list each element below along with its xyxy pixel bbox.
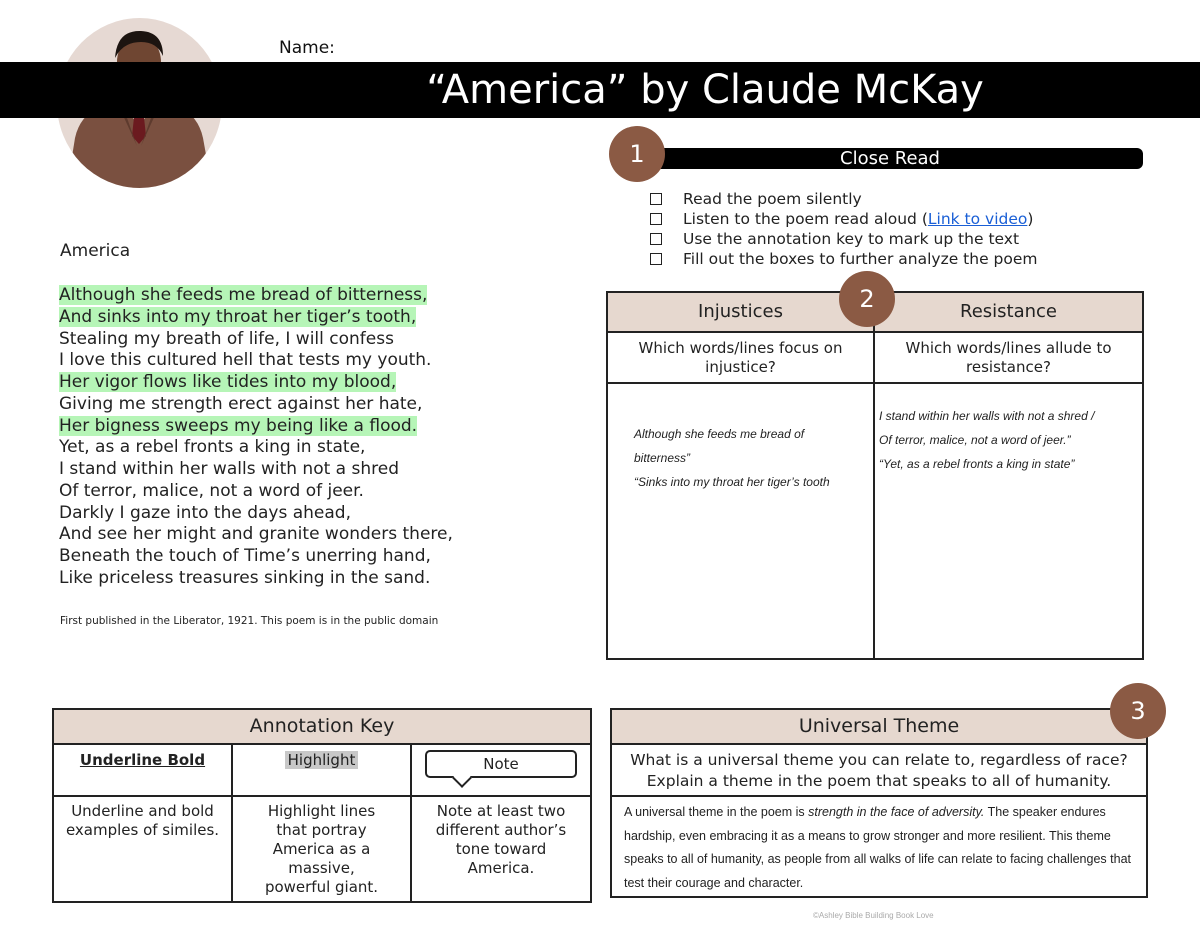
universal-theme-table (610, 708, 1148, 898)
checkbox-icon[interactable] (650, 233, 662, 245)
checklist-item-text: Listen to the poem read aloud ( (683, 210, 928, 228)
note-description: Note at least two different author’s tone toward America. (411, 796, 591, 902)
analysis-table (606, 291, 1144, 660)
answer-emphasis: strength in the face of adversity. (808, 805, 985, 819)
resistance-answer-line: “Yet, as a rebel fronts a king in state” (879, 457, 1075, 471)
injustices-answer-line: bitterness” (634, 451, 691, 465)
injustices-answer-line: Although she feeds me bread of (634, 427, 805, 441)
name-label: Name: (279, 38, 335, 58)
injustices-header: Injustices (607, 292, 874, 332)
checklist-item (650, 249, 1038, 269)
poem-line-text: Although she feeds me bread of bitterness, (59, 285, 428, 305)
note-label: Note (483, 755, 519, 773)
checklist-item-text: Fill out the boxes to further analyze the poem (683, 250, 1038, 268)
poem-line (59, 459, 579, 481)
poem-line-text: Stealing my breath of life, I will confess (59, 328, 394, 349)
poem-title: America (60, 241, 131, 261)
poem-line (59, 416, 579, 438)
poem-line-text: Darkly I gaze into the days ahead, (59, 502, 352, 523)
poem-line (59, 546, 579, 568)
underline-bold-description: Underline and bold examples of similes. (53, 796, 232, 902)
resistance-answer-line: Of terror, malice, not a word of jeer.” (879, 433, 1071, 447)
poem-line-text: And sinks into my throat her tiger’s tooth, (59, 306, 417, 327)
poem-line (59, 524, 579, 546)
copyright-footer: ©Ashley Bible Building Book Love (813, 911, 934, 920)
poem-line-text: Of terror, malice, not a word of jeer. (59, 480, 364, 501)
close-read-checklist (650, 189, 1038, 269)
checkbox-icon[interactable] (650, 213, 662, 225)
checklist-item-text: Use the annotation key to mark up the text (683, 230, 1020, 248)
step-3-badge: 3 (1110, 683, 1166, 739)
poem-line (59, 285, 579, 307)
universal-theme-title: Universal Theme (611, 709, 1147, 744)
poem-line (59, 329, 579, 351)
highlight-description: Highlight lines that portray America as a massive, powerful giant. (232, 796, 411, 902)
poem-line (59, 437, 579, 459)
universal-theme-answer[interactable] (611, 796, 1147, 897)
poem-line (59, 350, 579, 372)
poem-line-text: Her bigness sweeps my being like a flood. (59, 415, 418, 436)
note-bubble-icon (425, 750, 577, 778)
highlight-key (232, 744, 411, 796)
answer-prefix: A universal theme in the poem is (624, 805, 809, 819)
poem-line (59, 481, 579, 503)
answer-rest: The speaker endures hardship, even embracing it as a means to grow stronger and more resilient. This theme speaks to all of humanity, as people from all walks of life can relate to facing challenges that test their courage and character. (624, 805, 1131, 890)
poem-line (59, 503, 579, 525)
annotation-key-table (52, 708, 592, 903)
poem-credit: First published in the Liberator, 1921. This poem is in the public domain (60, 615, 439, 627)
poem-line (59, 394, 579, 416)
highlight-label: Highlight (285, 751, 359, 769)
close-read-title: Close Read (840, 148, 940, 169)
resistance-answer-cell[interactable] (874, 383, 1143, 659)
poem-line-text: Beneath the touch of Time’s unerring hand, (59, 546, 431, 566)
checkbox-icon[interactable] (650, 253, 662, 265)
injustices-answer-cell[interactable] (607, 383, 874, 659)
poem-line-text: Like priceless treasures sinking in the sand. (59, 567, 431, 588)
underline-bold-key (53, 744, 232, 796)
resistance-question: Which words/lines allude to resistance? (874, 332, 1143, 383)
injustices-answer-line: “Sinks into my throat her tiger’s tooth (634, 475, 830, 489)
checklist-item (650, 209, 1038, 229)
poem-line (59, 372, 579, 394)
page-title: “America” by Claude McKay (426, 67, 984, 113)
step-1-badge: 1 (609, 126, 665, 182)
checklist-item-text: Read the poem silently (683, 190, 862, 208)
note-key (411, 744, 591, 796)
video-link[interactable]: Link to video (927, 210, 1028, 228)
checklist-item (650, 229, 1038, 249)
step-2-badge: 2 (839, 271, 895, 327)
underline-bold-label: Underline Bold (79, 751, 206, 769)
poem-line (59, 568, 579, 590)
poem-text (59, 285, 579, 590)
poem-line (59, 307, 579, 329)
poem-line-text: Her vigor flows like tides into my blood, (59, 372, 397, 392)
annotation-key-title: Annotation Key (53, 709, 591, 744)
checkbox-icon[interactable] (650, 193, 662, 205)
checklist-item-suffix: ) (1027, 210, 1034, 228)
poem-line-text: I love this cultured hell that tests my youth. (59, 350, 432, 371)
universal-theme-question: What is a universal theme you can relate to, regardless of race? Explain a theme in the poem that speaks to all of humanity. (611, 744, 1147, 796)
checklist-item (650, 189, 1038, 209)
poem-line-text: And see her might and granite wonders there, (59, 524, 453, 545)
resistance-answer-line: I stand within her walls with not a shred / (879, 409, 1095, 423)
poem-line-text: Giving me strength erect against her hate, (59, 393, 423, 414)
resistance-header: Resistance (874, 292, 1143, 332)
poem-line-text: Yet, as a rebel fronts a king in state, (59, 437, 366, 458)
poem-line-text: I stand within her walls with not a shred (59, 459, 399, 479)
injustices-question: Which words/lines focus on injustice? (607, 332, 874, 383)
